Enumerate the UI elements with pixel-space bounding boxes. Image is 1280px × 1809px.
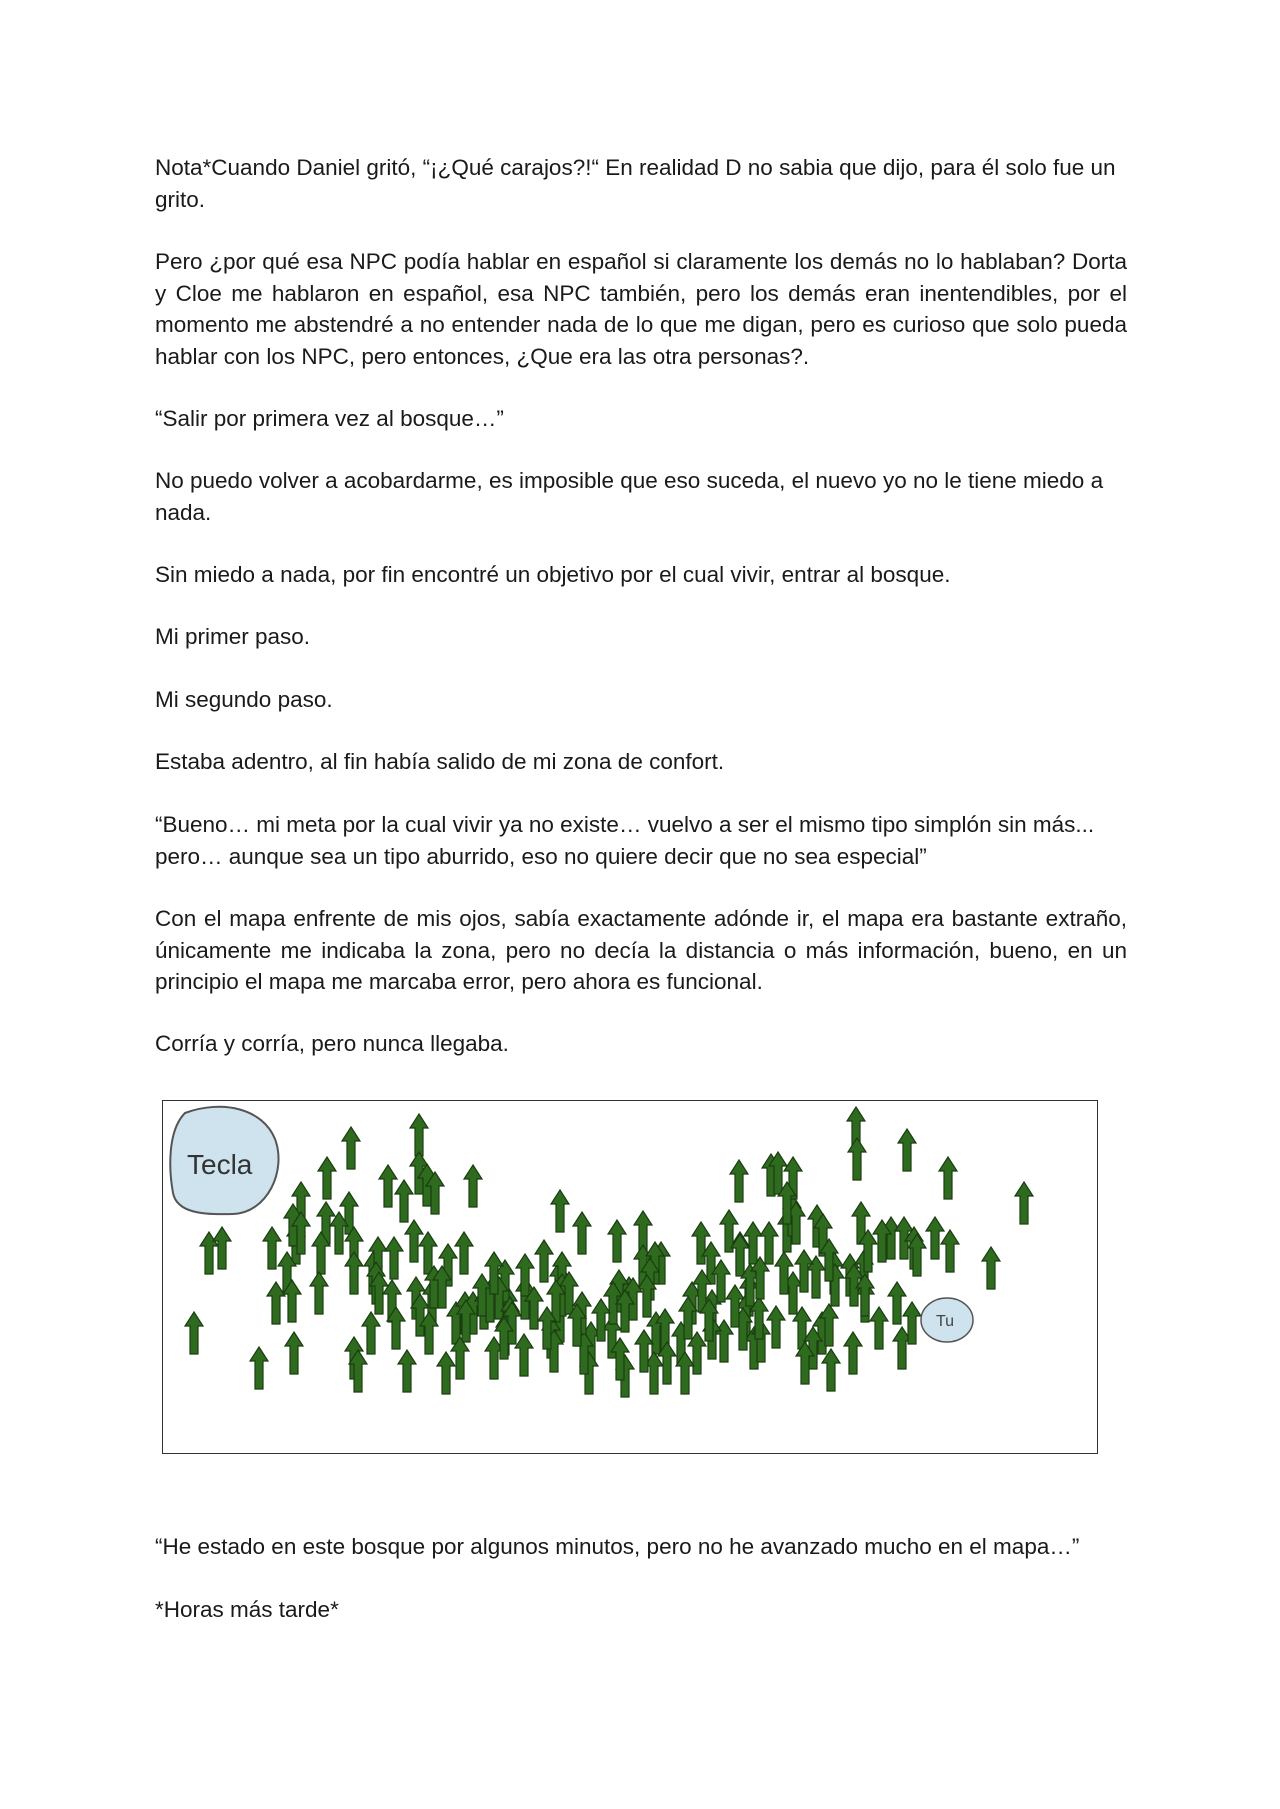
- paragraph-quote-goal: “Bueno… mi meta por la cual vivir ya no existe… vuelvo a ser el mismo tipo simplón sin más... pero… aunque sea un tipo aburrido, eso no quiere decir que no sea especial”: [155, 812, 1095, 869]
- tree-arrow-icon: [926, 1217, 944, 1259]
- tree-arrow-icon: [379, 1165, 397, 1207]
- tree-arrow-icon: [318, 1157, 336, 1199]
- tree-arrow-icon: [822, 1349, 840, 1391]
- player-marker: [921, 1298, 973, 1342]
- paragraph-npc-question: Pero ¿por qué esa NPC podía hablar en español si claramente los demás no lo hablaban? Dorta y Cloe me hablaron en español, esa NPC también, pero los demás eran inentendibles, por el momento me abstendré a no entender nada de lo que me digan, pero es curioso que solo pueda hablar con los NPC, pero entonces, ¿Que era las otra personas?.: [155, 249, 1127, 369]
- player-marker-label: Tu: [936, 1313, 955, 1330]
- paragraph-quote-forest: “Salir por primera vez al bosque…”: [155, 406, 504, 431]
- start-zone: [170, 1107, 278, 1214]
- tree-arrow-icon: [405, 1220, 423, 1262]
- tree-arrow-icon: [250, 1347, 268, 1389]
- tree-arrow-icon: [551, 1190, 569, 1232]
- paragraph-quote-minutes: “He estado en este bosque por algunos minutos, pero no he avanzado mucho en el mapa…”: [155, 1534, 1080, 1559]
- tree-arrow-icon: [898, 1129, 916, 1171]
- tree-arrow-icon: [267, 1282, 285, 1324]
- tree-arrow-icon: [848, 1138, 866, 1180]
- tree-arrow-icon: [410, 1114, 428, 1156]
- tree-arrow-icon: [1015, 1182, 1033, 1224]
- tree-arrow-icon: [437, 1352, 455, 1394]
- tree-arrow-icon: [573, 1212, 591, 1254]
- forest-map-image: [162, 1100, 1098, 1454]
- paragraph-running: Corría y corría, pero nunca llegaba.: [155, 1031, 509, 1056]
- tree-arrow-icon: [982, 1247, 1000, 1289]
- tree-arrow-icon: [760, 1222, 778, 1264]
- tree-arrow-icon: [398, 1350, 416, 1392]
- tree-arrow-icon: [342, 1127, 360, 1169]
- tree-arrow-icon: [464, 1165, 482, 1207]
- tree-arrow-icon: [767, 1306, 785, 1348]
- tree-arrow-icon: [385, 1237, 403, 1279]
- tree-arrow-icon: [185, 1312, 203, 1354]
- paragraph-map: Con el mapa enfrente de mis ojos, sabía exactamente adónde ir, el mapa era bastante extraño, únicamente me indicaba la zona, pero no decía la distancia o más información, bueno, en un principio el mapa me marcaba error, pero ahora es funcional.: [155, 906, 1127, 994]
- tree-arrow-icon: [263, 1227, 281, 1269]
- tree-arrow-icon: [310, 1272, 328, 1314]
- tree-arrow-icon: [844, 1332, 862, 1374]
- tree-arrow-icon: [941, 1230, 959, 1272]
- tree-arrow-icon: [608, 1220, 626, 1262]
- tree-arrow-icon: [395, 1180, 413, 1222]
- tree-arrow-icon: [888, 1282, 906, 1324]
- tree-arrow-icon: [870, 1307, 888, 1349]
- start-zone-label: Tecla: [187, 1149, 253, 1180]
- paragraph-first-step: Mi primer paso.: [155, 624, 311, 649]
- paragraph-second-step: Mi segundo paso.: [155, 687, 333, 712]
- tree-arrow-icon: [285, 1332, 303, 1374]
- tree-arrow-icon: [939, 1157, 957, 1199]
- forest-map-drawing: [163, 1101, 1097, 1453]
- tree-arrow-icon: [515, 1334, 533, 1376]
- paragraph-objective: Sin miedo a nada, por fin encontré un objetivo por el cual vivir, entrar al bosque.: [155, 562, 951, 587]
- tree-arrow-icon: [856, 1274, 874, 1316]
- trees-group: [185, 1107, 1033, 1397]
- paragraph-inside: Estaba adentro, al fin había salido de mi zona de confort.: [155, 749, 725, 774]
- tree-arrow-icon: [362, 1312, 380, 1354]
- tree-arrow-icon: [455, 1232, 473, 1274]
- paragraph-hours-later: *Horas más tarde*: [155, 1597, 339, 1622]
- tree-arrow-icon: [213, 1227, 231, 1269]
- paragraph-no-fear: No puedo volver a acobardarme, es imposible que eso suceda, el nuevo yo no le tiene miedo a nada.: [155, 468, 1104, 525]
- tree-arrow-icon: [345, 1252, 363, 1294]
- tree-arrow-icon: [730, 1160, 748, 1202]
- paragraph-note: Nota*Cuando Daniel gritó, “¡¿Qué carajos?!“ En realidad D no sabia que dijo, para él solo fue un grito.: [155, 155, 1116, 212]
